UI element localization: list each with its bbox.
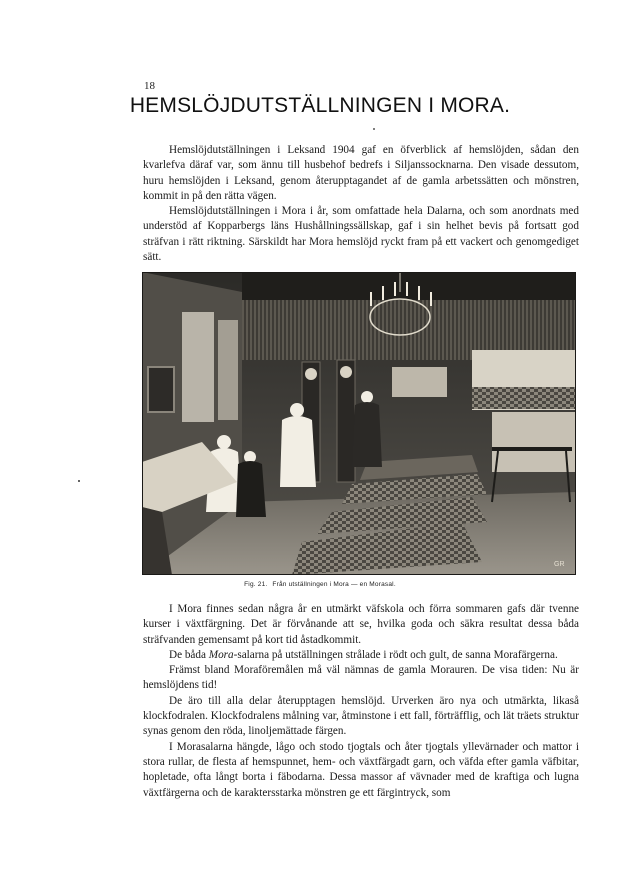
page-title: HEMSLÖJDUTSTÄLLNINGEN I MORA. [129,94,511,117]
page-number: 18 [144,80,155,92]
body-paragraph-4: De äro till alla delar återupptagen hemslöjd. Urverken äro nya och utmärkta, likaså klockfodralen. Klockfodralens målning var, åtminstone i ett fall, förträfflig, och lät träets struktur synas genom den röda, linoljemättade färgen. [143,694,579,738]
body-paragraph-2-post: -salarna på utställningen strålade i rödt och gult, de sanna Morafärgerna. [233,648,558,661]
body-paragraph-3: Främst bland Moraföremålen må väl nämnas de gamla Morauren. De visa tiden: Nu är hemslöjdens tid! [143,664,579,692]
intro-paragraph-2: Hemslöjdutställningen i Mora i år, som omfattade hela Dalarna, och som anordnats med understöd af Kopparbergs läns Hushållningssällskap, gaf i sin helhet bevis på fortsatt god sträfvan i rätt riktning. Särskildt har Mora hemslöjd ryckt fram på ett vackert och genomgediget sätt. [143,205,579,264]
stray-mark [78,480,80,482]
svg-text:GR: GR [554,561,565,568]
intro-paragraph-1: Hemslöjdutställningen i Leksand 1904 gaf en öfverblick af hemslöjden, sådan den kvarlefva däraf var, som ännu till husbehof bedrefs i Siljanssocknarna. Den visade dessutom, huru hemslöjden i Leksand, genom återupptagandet af de gamla arbetssätten och mönstren, kommit in på den rätta vägen. [143,144,579,202]
photo-illustration [142,272,576,575]
figure-label: Fig. 21. [244,581,268,588]
body-text [143,602,579,801]
body-paragraph-2-pre: De båda [169,648,209,661]
body-paragraph-1: I Mora finnes sedan några år en utmärkt väfskola och förra sommaren gafs där tvenne kurser i växtfärgning. Det är förvånande att se, hvilka goda och säkra resultat dessa båda sträfvanden gemensamt på kort tid åstadkommit. [143,603,579,646]
figure-caption-text: Från utställningen i Mora — en Morasal. [272,581,396,588]
title-speck [373,128,375,130]
body-paragraph-5: I Morasalarna hängde, lågo och stodo tjogtals och åter tjogtals yllevärnader och mattor i stora rullar, de flesta af hemspunnet, hem- och växtfärgadt garn, och väfda efter gamla väfbitar, hopletade, ofta långt borta i fäbodarna. Dessa massor af vävnader med de kraftiga och lugna växtfärgerna och de karaktersstarka mönstren ge ett färgintryck, som [143,740,579,799]
exhibition-photo [142,272,576,575]
figure-caption [0,581,640,588]
body-paragraph-2-em: Mora [208,648,234,661]
intro-text [143,143,579,265]
body-paragraph-2 [143,648,579,663]
